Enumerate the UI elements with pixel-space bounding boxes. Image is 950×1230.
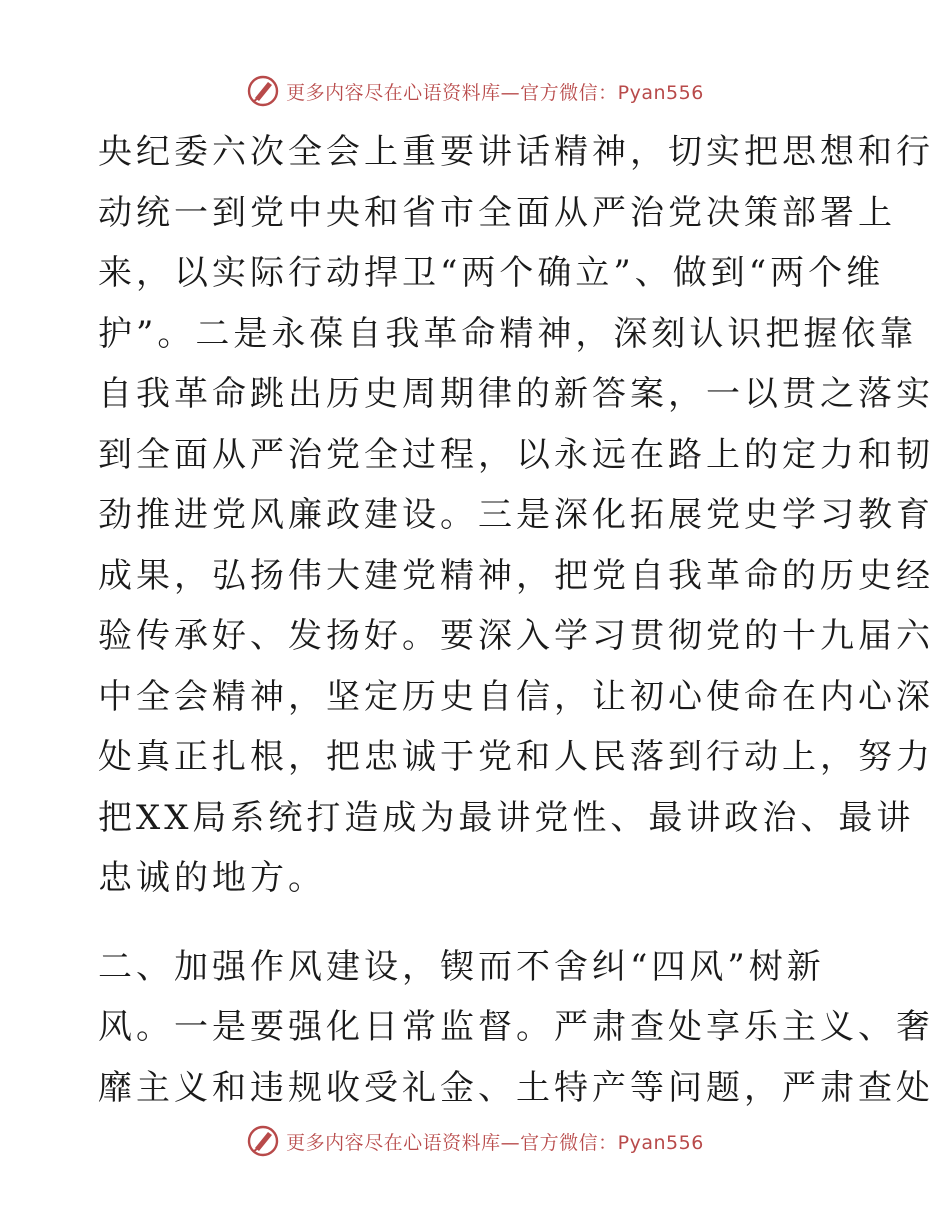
text-line: 动统一到党中央和省市全面从严治党决策部署上 bbox=[98, 192, 896, 233]
text-line: 风。一是要强化日常监督。严肃查处享乐主义、奢 bbox=[98, 1007, 934, 1047]
header-watermark bbox=[0, 74, 950, 108]
paragraph-1 bbox=[98, 122, 934, 909]
section-heading-line: 二、加强作风建设，锲而不舍纠“四风”树新 bbox=[98, 946, 825, 987]
text-line: 中全会精神，坚定历史自信，让初心使命在内心深 bbox=[98, 676, 934, 717]
text-line: 到全面从严治党全过程，以永远在路上的定力和韧 bbox=[98, 434, 934, 475]
text-line: 验传承好、发扬好。要深入学习贯彻党的十九届六 bbox=[98, 616, 934, 656]
footer-watermark bbox=[0, 1124, 950, 1158]
watermark-text: 更多内容尽在心语资料库—官方微信：Pyan556 bbox=[286, 1131, 704, 1154]
watermark-text: 更多内容尽在心语资料库—官方微信：Pyan556 bbox=[286, 81, 704, 104]
text-line: 靡主义和违规收受礼金、土特产等问题，严肃查处 bbox=[98, 1067, 934, 1108]
pen-seal-logo-icon bbox=[246, 1124, 280, 1158]
text-line: 把XX局系统打造成为最讲党性、最讲政治、最讲 bbox=[98, 797, 915, 838]
text-line: 自我革命跳出历史周期律的新答案，一以贯之落实 bbox=[98, 374, 934, 414]
text-line: 劲推进党风廉政建设。三是深化拓展党史学习教育 bbox=[98, 495, 934, 535]
text-line: 来，以实际行动捍卫“两个确立”、做到“两个维 bbox=[98, 253, 885, 293]
text-line: 护”。二是永葆自我革命精神，深刻认识把握依靠 bbox=[98, 313, 918, 354]
text-line: 忠诚的地方。 bbox=[98, 858, 326, 898]
text-line: 处真正扎根，把忠诚于党和人民落到行动上，努力 bbox=[98, 737, 934, 777]
text-line: 央纪委六次全会上重要讲话精神，切实把思想和行 bbox=[98, 132, 934, 172]
document-body bbox=[98, 122, 934, 1118]
text-line: 成果，弘扬伟大建党精神，把党自我革命的历史经 bbox=[98, 555, 934, 596]
paragraph-2 bbox=[98, 937, 934, 1119]
paragraph-gap bbox=[98, 909, 858, 937]
pen-seal-logo-icon bbox=[246, 74, 280, 108]
